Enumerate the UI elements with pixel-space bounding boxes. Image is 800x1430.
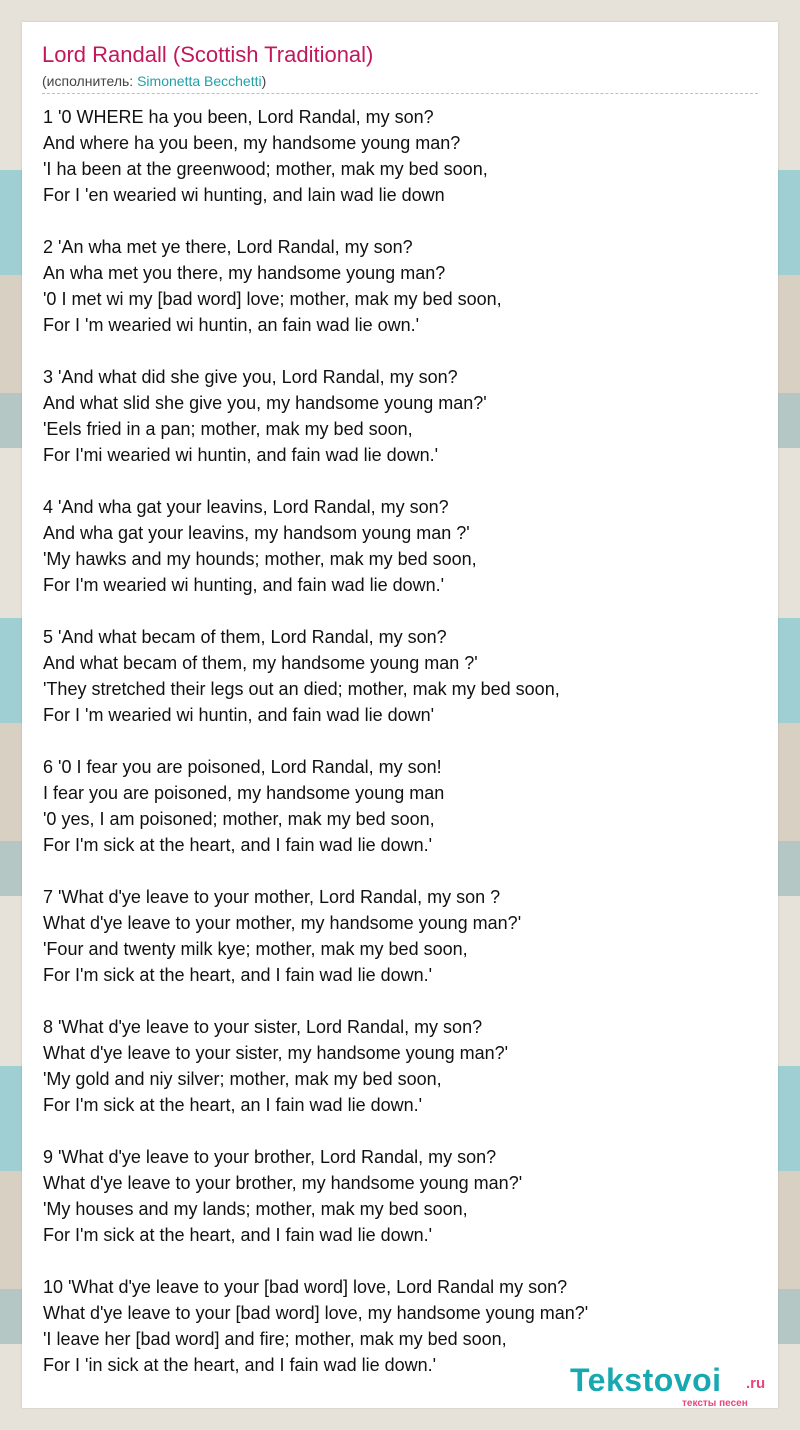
lyric-line: What d'ye leave to your brother, my handsome young man?' [43,1173,523,1193]
lyric-line: 5 'And what becam of them, Lord Randal, my son? [43,627,447,647]
lyric-line: 'My hawks and my hounds; mother, mak my bed soon, [43,549,477,569]
lyric-line: 7 'What d'ye leave to your mother, Lord Randal, my son ? [43,887,501,907]
performer-suffix: ) [261,73,267,89]
lyric-line: 6 '0 I fear you are poisoned, Lord Randal, my son! [43,757,442,777]
verse [43,624,763,728]
verse [43,494,763,598]
lyric-line: For I 'm wearied wi huntin, an fain wad lie own.' [43,315,420,335]
lyric-line: 10 'What d'ye leave to your [bad word] love, Lord Randal my son? [43,1277,568,1297]
lyric-line: 4 'And wha gat your leavins, Lord Randal, my son? [43,497,449,517]
lyric-line: And what becam of them, my handsome young man ?' [43,653,478,673]
song-title: Lord Randall (Scottish Traditional) [42,42,374,67]
lyric-line: What d'ye leave to your mother, my handsome young man?' [43,913,522,933]
lyric-line: For I'm sick at the heart, and I fain wad lie down.' [43,835,433,855]
lyric-line: 9 'What d'ye leave to your brother, Lord Randal, my son? [43,1147,497,1167]
lyric-line: '0 yes, I am poisoned; mother, mak my bed soon, [43,809,435,829]
lyric-line: 'Eels fried in a pan; mother, mak my bed soon, [43,419,413,439]
verse [43,234,763,338]
site-logo[interactable] [570,1362,780,1412]
divider [42,93,758,94]
performer-link[interactable]: Simonetta Becchetti [137,73,262,89]
lyric-line: What d'ye leave to your sister, my handsome young man?' [43,1043,509,1063]
lyric-line: And where ha you been, my handsome young man? [43,133,461,153]
lyric-line: And what slid she give you, my handsome young man?' [43,393,487,413]
lyric-line: For I'm sick at the heart, an I fain wad lie down.' [43,1095,423,1115]
logo-tagline: тексты песен [682,1398,748,1409]
lyric-line: 3 'And what did she give you, Lord Randal, my son? [43,367,458,387]
verse [43,1014,763,1118]
lyric-line: What d'ye leave to your [bad word] love, my handsome young man?' [43,1303,589,1323]
performer-line [42,73,266,89]
lyric-line: 'Four and twenty milk kye; mother, mak my bed soon, [43,939,468,959]
lyric-line: 'I ha been at the greenwood; mother, mak my bed soon, [43,159,488,179]
lyric-line: 'My gold and niy silver; mother, mak my bed soon, [43,1069,442,1089]
lyric-line: I fear you are poisoned, my handsome young man [43,783,445,803]
verse [43,1144,763,1248]
lyric-line: And wha gat your leavins, my handsom young man ?' [43,523,470,543]
verse [43,884,763,988]
lyric-line: '0 I met wi my [bad word] love; mother, mak my bed soon, [43,289,502,309]
lyric-line: For I'm sick at the heart, and I fain wad lie down.' [43,1225,433,1245]
lyrics-card [22,22,778,1408]
lyric-line: For I'm wearied wi hunting, and fain wad lie down.' [43,575,445,595]
lyric-line: For I 'm wearied wi huntin, and fain wad lie down' [43,705,435,725]
lyric-line: 'I leave her [bad word] and fire; mother, mak my bed soon, [43,1329,507,1349]
lyric-line: 'My houses and my lands; mother, mak my bed soon, [43,1199,468,1219]
logo-wordmark: Tekstovoi [570,1362,722,1398]
lyric-line: For I 'in sick at the heart, and I fain wad lie down.' [43,1355,437,1375]
logo-domain: .ru [746,1375,766,1392]
lyric-line: An wha met you there, my handsome young man? [43,263,446,283]
lyric-line: 1 '0 WHERE ha you been, Lord Randal, my son? [43,107,434,127]
lyric-line: For I'mi wearied wi huntin, and fain wad lie down.' [43,445,439,465]
lyric-line: 'They stretched their legs out an died; mother, mak my bed soon, [43,679,560,699]
verse [43,364,763,468]
lyrics-text [43,104,766,1404]
lyric-line: For I 'en wearied wi hunting, and lain wad lie down [43,185,445,205]
lyric-line: For I'm sick at the heart, and I fain wad lie down.' [43,965,433,985]
verse [43,754,763,858]
lyric-line: 2 'An wha met ye there, Lord Randal, my son? [43,237,413,257]
lyric-line: 8 'What d'ye leave to your sister, Lord Randal, my son? [43,1017,483,1037]
performer-prefix: (исполнитель: [42,73,138,89]
verse [43,104,763,208]
